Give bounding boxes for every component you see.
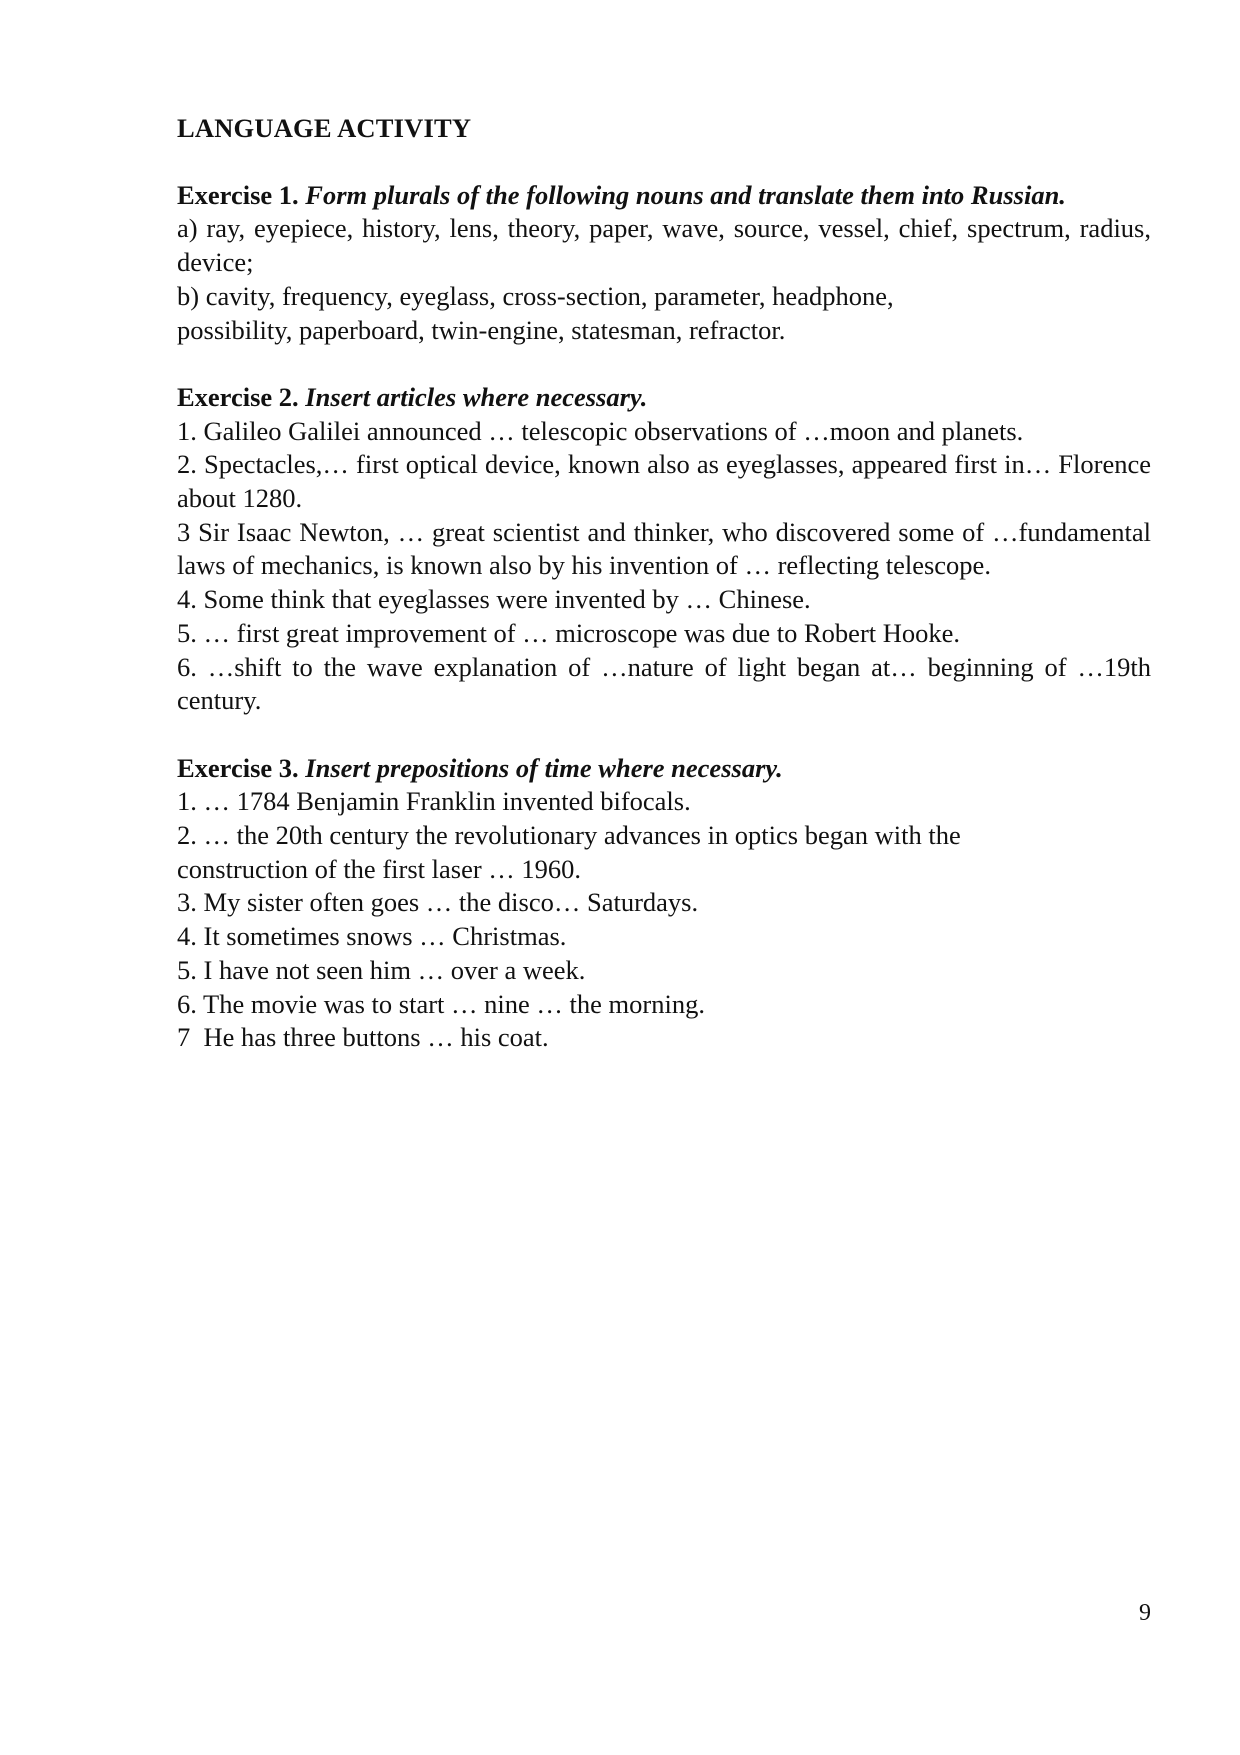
exercise-instruction: Form plurals of the following nouns and translate them into Russian. [305, 179, 1066, 210]
exercise-label: Exercise 3. [177, 752, 299, 783]
exercise-line: 4. Some think that eyeglasses were invented by … Chinese. [177, 584, 811, 615]
exercise-line: 6. …shift to the wave explanation of …nature of light began at… beginning of …19th century. [177, 651, 1151, 716]
page-number: 9 [1139, 1600, 1151, 1626]
exercise-3 [177, 752, 1151, 1055]
exercise-label: Exercise 2. [177, 381, 299, 412]
exercise-line: 3. My sister often goes … the disco… Saturdays. [177, 887, 699, 918]
exercise-line: 2. Spectacles,… first optical device, known also as eyeglasses, appeared first in… Florence about 1280. [177, 449, 1151, 514]
exercise-heading [177, 179, 1151, 213]
document-page [177, 112, 1151, 1089]
exercise-line: 5. … first great improvement of … microscope was due to Robert Hooke. [177, 617, 961, 648]
page-title: LANGUAGE ACTIVITY [177, 113, 472, 143]
exercise-line: 4. It sometimes snows … Christmas. [177, 921, 567, 952]
exercise-line: 6. The movie was to start … nine … the morning. [177, 988, 705, 1019]
exercise-line: 7 He has three buttons … his coat. [177, 1022, 549, 1053]
exercise-heading [177, 381, 1151, 415]
exercise-line: 2. … the 20th century the revolutionary advances in optics began with the [177, 820, 961, 851]
exercise-1 [177, 179, 1151, 348]
exercise-line: a) ray, eyepiece, history, lens, theory, paper, wave, source, vessel, chief, spectrum, radius, device; [177, 213, 1151, 278]
exercise-instruction: Insert prepositions of time where necessary. [305, 752, 783, 783]
exercise-line: 5. I have not seen him … over a week. [177, 954, 586, 985]
exercise-instruction: Insert articles where necessary. [305, 381, 648, 412]
exercise-line: b) cavity, frequency, eyeglass, cross-section, parameter, headphone, [177, 280, 894, 311]
exercise-2 [177, 381, 1151, 718]
exercise-line: 1. Galileo Galilei announced … telescopic observations of …moon and planets. [177, 415, 1024, 446]
exercise-label: Exercise 1. [177, 179, 299, 210]
exercise-line: construction of the first laser … 1960. [177, 853, 582, 884]
exercise-line: possibility, paperboard, twin-engine, statesman, refractor. [177, 314, 786, 345]
exercise-heading [177, 752, 1151, 786]
exercise-line: 3 Sir Isaac Newton, … great scientist and thinker, who discovered some of …fundamental laws of mechanics, is known also by his invention of … reflecting telescope. [177, 516, 1151, 581]
exercise-line: 1. … 1784 Benjamin Franklin invented bifocals. [177, 786, 691, 817]
